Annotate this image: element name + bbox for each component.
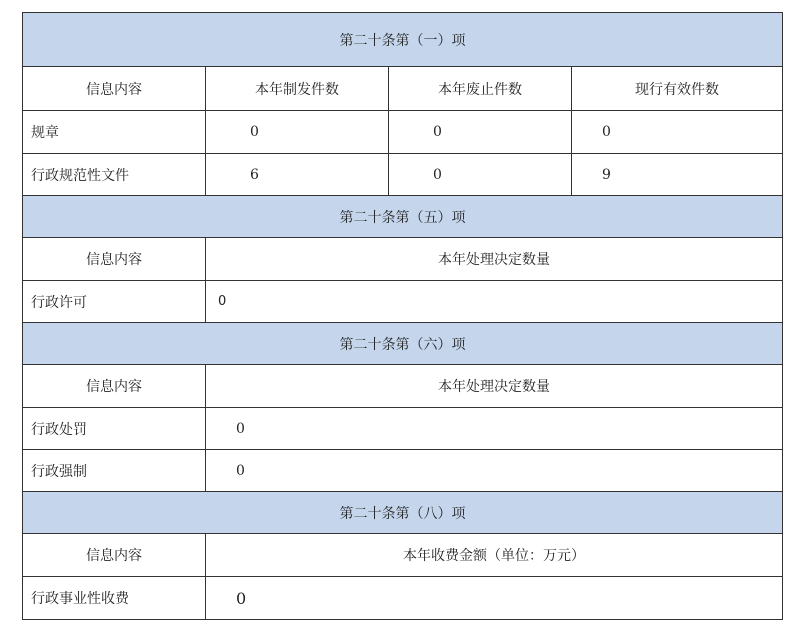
cell-value: 0 (389, 111, 572, 154)
table-row (23, 281, 783, 323)
column-header: 本年处理决定数量 (206, 238, 783, 281)
column-header-row (23, 67, 783, 111)
table-row (23, 450, 783, 492)
column-header: 现行有效件数 (572, 67, 783, 111)
column-header: 信息内容 (23, 238, 206, 281)
section-header-row (23, 13, 783, 67)
column-header: 本年收费金额（单位：万元） (206, 534, 783, 577)
row-label: 行政处罚 (23, 408, 206, 450)
column-header: 本年废止件数 (389, 67, 572, 111)
cell-value: 0 (572, 111, 783, 154)
row-label: 行政强制 (23, 450, 206, 492)
cell-value: 0 (206, 111, 389, 154)
column-header: 信息内容 (23, 67, 206, 111)
section-title: 第二十条第（一）项 (23, 13, 783, 67)
disclosure-table (22, 12, 783, 620)
cell-value: 9 (572, 154, 783, 196)
column-header: 信息内容 (23, 534, 206, 577)
column-header: 本年处理决定数量 (206, 365, 783, 408)
table-row (23, 111, 783, 154)
column-header: 本年制发件数 (206, 67, 389, 111)
table-row (23, 154, 783, 196)
section-header-row (23, 323, 783, 365)
table-row (23, 408, 783, 450)
section-header-row (23, 492, 783, 534)
cell-value: 0 (206, 577, 783, 620)
section-header-row (23, 196, 783, 238)
column-header-row (23, 534, 783, 577)
column-header-row (23, 238, 783, 281)
section-title: 第二十条第（六）项 (23, 323, 783, 365)
cell-value: 0 (389, 154, 572, 196)
row-label: 行政许可 (23, 281, 206, 323)
cell-value: 0 (206, 281, 783, 323)
cell-value: 6 (206, 154, 389, 196)
column-header: 信息内容 (23, 365, 206, 408)
table-row (23, 577, 783, 620)
row-label: 规章 (23, 111, 206, 154)
cell-value: 0 (206, 408, 783, 450)
cell-value: 0 (206, 450, 783, 492)
column-header-row (23, 365, 783, 408)
row-label: 行政事业性收费 (23, 577, 206, 620)
row-label: 行政规范性文件 (23, 154, 206, 196)
section-title: 第二十条第（八）项 (23, 492, 783, 534)
section-title: 第二十条第（五）项 (23, 196, 783, 238)
